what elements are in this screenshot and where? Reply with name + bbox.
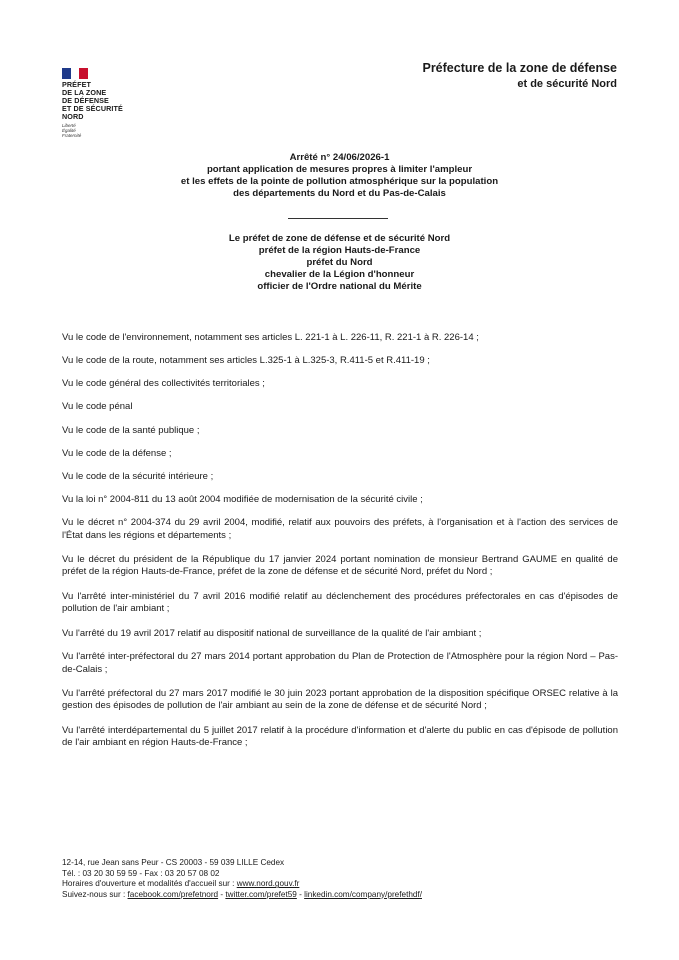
logo-line: DE DÉFENSE	[62, 96, 109, 105]
marianne-flag-icon	[62, 68, 88, 79]
link-separator: -	[218, 889, 226, 899]
logo-line: ET DE SÉCURITÉ	[62, 104, 123, 113]
visa-paragraph: Vu le décret n° 2004-374 du 29 avril 2004, modifié, relatif aux pouvoirs des préfets, à l'organisation et à l'action des services de l'État dans les régions et départements ;	[62, 517, 618, 541]
footer-social	[62, 890, 422, 901]
visa-paragraph: Vu l'arrêté inter-préfectoral du 27 mars 2014 portant approbation du Plan de Protection de l'Atmosphère pour la région Nord – Pas-de-Calais ;	[62, 651, 618, 675]
prefecture-title	[422, 60, 617, 92]
arrete-subject-line: et les effets de la pointe de pollution atmosphérique sur la population	[180, 176, 499, 187]
visa-paragraph: Vu le code pénal	[62, 401, 133, 413]
prefecture-title-line2: et de sécurité Nord	[517, 78, 617, 90]
linkedin-link[interactable]: linkedin.com/company/prefethdf/	[304, 889, 422, 899]
prefet-title-line: chevalier de la Légion d'honneur	[264, 269, 415, 280]
visa-paragraph: Vu le code de la défense ;	[62, 448, 172, 460]
motto-line: Fraternité	[62, 133, 82, 138]
logo-text	[62, 81, 142, 121]
footer-contact	[62, 858, 422, 900]
visa-paragraph: Vu le code de l'environnement, notamment ses articles L. 221-1 à L. 226-11, R. 221-1 à R. 226-14 ;	[62, 332, 479, 343]
prefet-title-line: préfet du Nord	[306, 257, 373, 268]
logo-line: DE LA ZONE	[62, 88, 107, 97]
visa-paragraph: Vu l'arrêté inter-ministériel du 7 avril 2016 modifié relatif au déclenchement des procédures préfectorales en cas d'épisodes de pollution de l'air ambiant ;	[62, 590, 618, 615]
heading-divider	[288, 218, 388, 219]
arrete-subject-line: des départements du Nord et du Pas-de-Calais	[233, 188, 446, 199]
republic-logo	[62, 68, 142, 138]
visa-paragraph: Vu l'arrêté du 19 avril 2017 relatif au dispositif national de surveillance de la qualité de l'air ambiant ;	[62, 627, 482, 639]
footer-hours	[62, 879, 422, 890]
arrete-subject-line: portant application de mesures propres à limiter l'ampleur	[206, 164, 473, 175]
visa-paragraph: Vu la loi n° 2004-811 du 13 août 2004 modifiée de modernisation de la sécurité civile ;	[62, 493, 423, 505]
visa-paragraph: Vu le code de la santé publique ;	[62, 424, 200, 436]
footer-hours-label: Horaires d'ouverture et modalités d'accueil sur :	[62, 879, 237, 889]
arrete-heading	[0, 152, 679, 200]
motto-line: Égalité	[62, 128, 76, 133]
prefet-title-line: officier de l'Ordre national du Mérite	[257, 281, 422, 292]
prefecture-title-line1: Préfecture de la zone de défense	[422, 61, 617, 75]
visas-list	[62, 332, 618, 750]
visa-paragraph: Vu le code général des collectivités territoriales ;	[62, 377, 265, 389]
visa-paragraph: Vu le code de la sécurité intérieure ;	[62, 471, 214, 483]
prefet-titles	[0, 233, 679, 293]
prefet-title-line: préfet de la région Hauts-de-France	[258, 245, 421, 256]
motto-line: Liberté	[62, 123, 76, 128]
visa-paragraph: Vu l'arrêté préfectoral du 27 mars 2017 modifié le 30 juin 2023 portant approbation de la disposition spécifique ORSEC relative à la gestion des épisodes de pollution de l'air ambiant au sein de la zone de défense et de sécurité Nord ;	[62, 687, 618, 712]
footer-follow-label: Suivez-nous sur :	[62, 889, 128, 899]
link-separator: -	[296, 889, 305, 899]
facebook-link[interactable]: facebook.com/prefetnord	[127, 889, 219, 899]
prefet-title-line: Le préfet de zone de défense et de sécurité Nord	[228, 233, 451, 244]
visa-paragraph: Vu le code de la route, notamment ses articles L.325-1 à L.325-3, R.411-5 et R.411-19 ;	[62, 355, 430, 367]
arrete-number: Arrêté n° 24/06/2026-1	[289, 152, 390, 163]
republic-motto	[62, 123, 142, 138]
visa-paragraph: Vu l'arrêté interdépartemental du 5 juillet 2017 relatif à la procédure d'information et d'alerte du public en cas d'épisode de pollution de l'air ambiant en région Hauts-de-France ;	[62, 724, 618, 749]
visa-paragraph: Vu le décret du président de la République du 17 janvier 2024 portant nomination de monsieur Bertrand GAUME en qualité de préfet de la région Hauts-de-France, préfet de la zone de défense et de sécurité Nord, préfet du Nord ;	[62, 554, 618, 578]
website-link[interactable]: www.nord.gouv.fr	[236, 879, 300, 889]
footer-phone: Tél. : 03 20 30 59 59 - Fax : 03 20 57 08 02	[62, 868, 220, 878]
twitter-link[interactable]: twitter.com/prefet59	[225, 889, 297, 899]
footer-address: 12-14, rue Jean sans Peur - CS 20003 - 59 039 LILLE Cedex	[62, 858, 285, 867]
logo-line: PRÉFET	[62, 80, 91, 89]
logo-line: NORD	[62, 112, 84, 121]
